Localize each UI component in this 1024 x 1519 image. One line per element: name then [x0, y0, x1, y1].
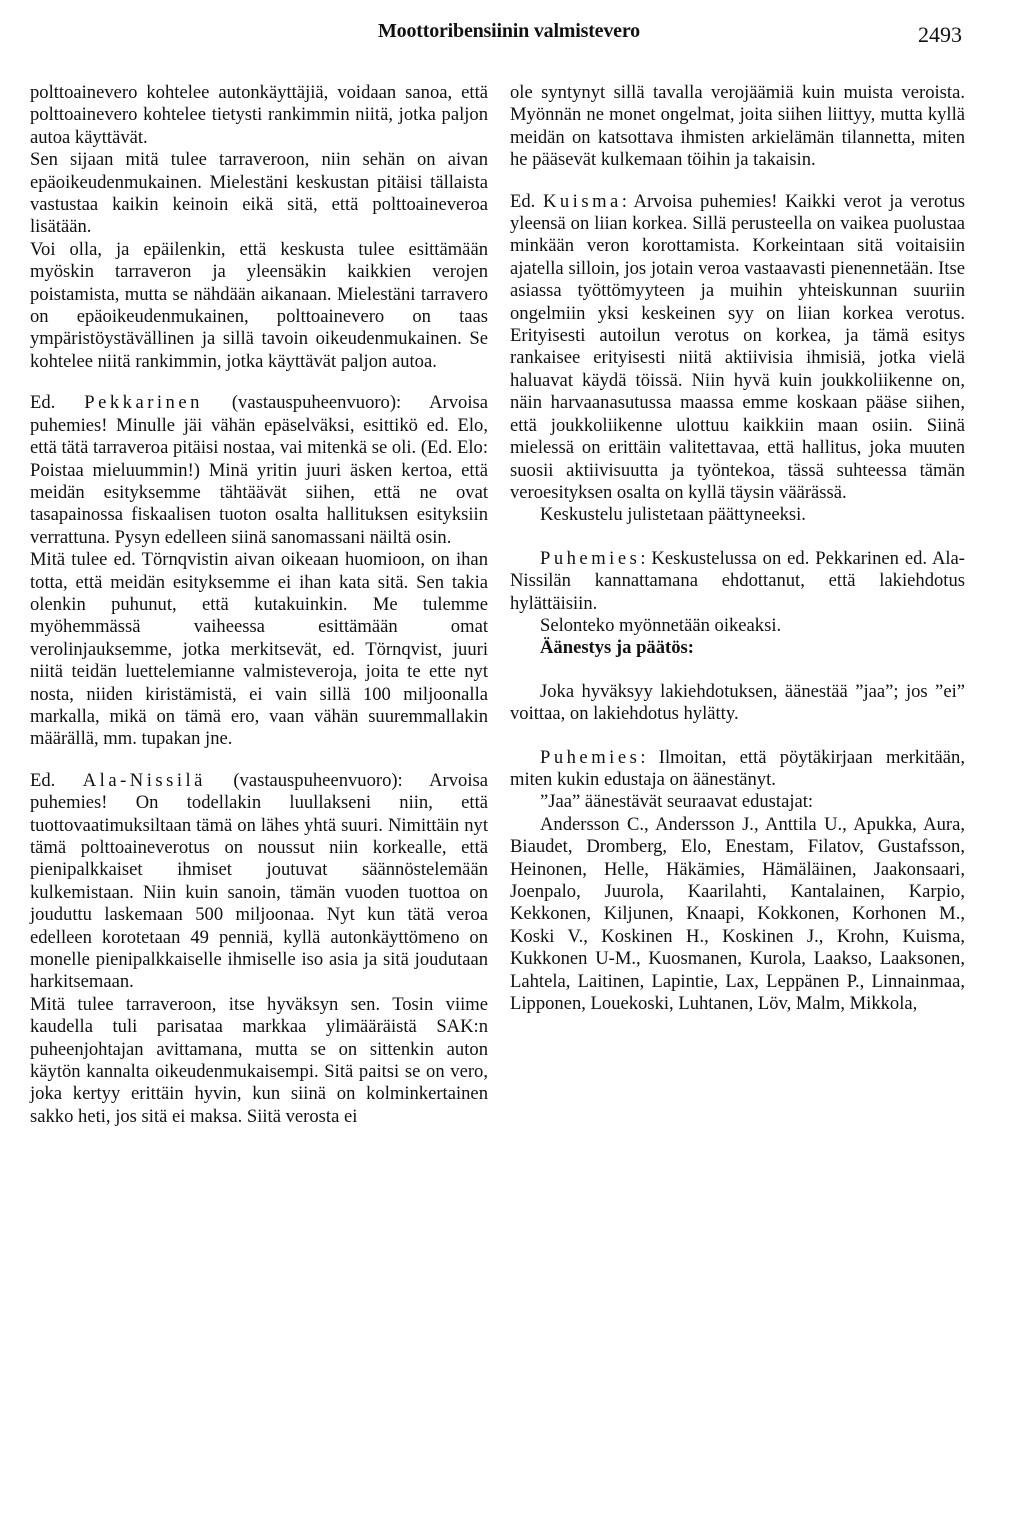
- speech-ala-nissila: [30, 770, 488, 994]
- paragraph: Voi olla, ja epäilenkin, että keskusta tulee esittämään myöskin tarraveron ja yleensäkin kaikkien verojen poistamista, mutta se nähdään aikanaan. Mielestäni tarravero on epäoikeudenmukainen, polttoainevero on taas ympäristöystävällinen ja sillä tavoin oikeudenmukainen. Se kohtelee niitä rankimmin, jotka käyttävät paljon autoa.: [30, 238, 488, 372]
- speaker-name: Puhemies: [540, 746, 641, 768]
- paragraph: polttoainevero kohtelee autonkäyttäjiä, voidaan sanoa, että polttoainevero kohtelee tietysti rankimmin niitä, jotka paljon autoa käyttävät.: [30, 82, 488, 148]
- paragraph: Mitä tulee ed. Törnqvistin aivan oikeaan huomioon, on ihan totta, että meidän esityksemme ei ihan kata sitä. Sen takia olenkin puhunut, että kutakuinkin. Me tulemme myöhemmässä vaiheessa esittämään omat verolinjauksemme, jotka merkitsevät, ed. Törnqvist, juuri niitä teidän luettelemianne valmisteveroja, joita te ette nyt nosta, niiden kiristämistä, ei vain sillä 100 miljoonalla markalla, mikä on tämä ero, vaan vähän suuremmallakin määrällä, mm. tupakan jne.: [30, 549, 488, 750]
- running-title: Moottoribensiinin valmistevero: [378, 20, 640, 42]
- paragraph: Sen sijaan mitä tulee tarraveroon, niin sehän on aivan epäoikeudenmukainen. Mielestäni keskustan pitäisi tällaista vastustaa kaikin keinoin eikä sitä, että polttoaineveroa lisätään.: [30, 149, 488, 238]
- speech-prefix: Ed.: [510, 190, 543, 212]
- speech-prefix: Ed.: [30, 392, 85, 414]
- yes-voters-heading: ”Jaa” äänestävät seuraavat edustajat:: [540, 791, 814, 813]
- speech-prefix: Ed.: [30, 769, 83, 791]
- speech-text: (vastauspuheenvuoro): Arvoisa puhemies! Minulle jäi vähän epäselväksi, esittikö ed. Elo, että tätä tarraveroa pitäisi nostaa, vai mitenkä se oli. (Ed. Elo: Poistaa mieluummin!) Minä yritin juuri äsken kertoa, että meidän esityksemme tähtäävät siihen, että ne ovat tasapainossa fiskaalisen tuoton osalta hallituksen esityksiin verrattuna. Pysyn edelleen siinä sanomassani näiltä osin.: [30, 392, 488, 548]
- speech-puhemies: [510, 548, 965, 615]
- page-header: [0, 20, 1024, 52]
- speaker-name: Pekkarinen: [84, 392, 203, 414]
- yes-voters-list: Andersson C., Andersson J., Anttila U., Apukka, Aura, Biaudet, Dromberg, Elo, Enestam, Filatov, Gustafsson, Heinonen, Helle, Häkämies, Hämäläinen, Jaakonsaari, Joenpalo, Juurola, Kaarilahti, Kantalainen, Karpio, Kekkonen, Kiljunen, Knaapi, Kokkonen, Korhonen M., Koski V., Koskinen H., Koskinen J., Krohn, Kuisma, Kukkonen U-M., Kuosmanen, Kurola, Laakso, Laaksonen, Lahtela, Laitinen, Lapintie, Lax, Leppänen P., Linnainmaa, Lipponen, Louekoski, Luhtanen, Löv, Malm, Mikkola,: [510, 813, 965, 1015]
- speech-text: (vastauspuheenvuoro): Arvoisa puhemies! On todellakin luullakseni niin, että tuottovaatimuksiltaan tämä on lähes yhtä suuri. Nimittäin nyt tämä polttoaineverotus on noussut niin korkealle, että pienipalkkaiset ihmiset joutuvat säännöstelemään kulkemistaan. Niin kuin sanoin, tämän vuoden tuottoa on jouduttu laskemaan 500 miljoonaa. Nyt kun tätä veroa edelleen korotetaan 49 penniä, kyllä autonkäyttömeno on monelle pienipalkkaiselle ihmiselle iso asia ja sitä joudutaan harkitsemaan.: [30, 769, 488, 993]
- paragraph: ole syntynyt sillä tavalla verojäämiä kuin muista veroista. Myönnän ne monet ongelmat, joita siihen liittyy, mutta kyllä meidän on katsottava ihmisten arkielämän tilannetta, miten he pääsevät kulkemaan töihin ja takaisin.: [510, 82, 965, 171]
- paragraph: Mitä tulee tarraveroon, itse hyväksyn sen. Tosin viime kaudella tuli parisataa markkaa ylimääräistä SAK:n puheenjohtajan avittamana, mutta se on sittenkin auton käytön kannalta oikeudenmukaisempi. Sitä paitsi se on vero, joka kertyy erittäin hyvin, kun siinä on kolminkertainen sakko heti, jos sitä ei maksa. Siitä verosta ei: [30, 993, 488, 1127]
- speech-text: : Arvoisa puhemies! Kaikki verot ja verotus yleensä on liian korkea. Sillä perusteella on vaikea puolustaa minkään veron korottamista. Korkeintaan sitä voitaisiin ajatella silloin, jos jotain veroa vastaavasti pienennetään. Itse asiassa työttömyyteen ja muihin yhteiskunnan suuriin ongelmiin yksi keskeinen syy on liian korkea verotus. Erityisesti autoilun verotus on korkea, ja tämä esitys rankaisee erityisesti niitä aktiivisia ihmisiä, jotka vielä haluavat käydä töissä. Niin hyvä kuin joukkoliikenne on, näin harvaanasutussa maassa emme koskaan pääse siihen, että joukkoliikenne ulottuu kaikkiin maan osiin. Siinä mielessä on erittäin valitettavaa, että hallitus, joka muuten suosii aktiivisuutta ja työntekoa, tässä suhteessa tämän veroesityksen osalta on kyllä täysin väärässä.: [510, 190, 965, 503]
- page-number: 2493: [918, 22, 962, 47]
- speech-pekkarinen: [30, 392, 488, 549]
- speech-text: : Keskustelussa on ed. Pekkarinen ed. Ala-Nissilän kannattamana ehdottanut, että lakiehdotus hylättäisiin.: [510, 547, 965, 614]
- speaker-name: Puhemies: [540, 547, 641, 569]
- discussion-closed: Keskustelu julistetaan päättyneeksi.: [540, 504, 806, 526]
- speech-kuisma: [510, 191, 965, 505]
- speaker-name: Kuisma: [542, 190, 622, 212]
- right-column: [510, 82, 965, 1015]
- minutes-approved: Selonteko myönnetään oikeaksi.: [540, 614, 782, 636]
- left-column: [30, 82, 488, 1128]
- section-heading: Äänestys ja päätös:: [540, 637, 694, 659]
- speech-text: : Ilmoitan, että pöytäkirjaan merkitään, miten kukin edustaja on äänestänyt.: [510, 746, 965, 790]
- speaker-name: Ala-Nissilä: [82, 769, 206, 791]
- speech-puhemies-2: [510, 747, 965, 792]
- voting-instruction: Joka hyväksyy lakiehdotuksen, äänestää ”jaa”; jos ”ei” voittaa, on lakiehdotus hylätty.: [510, 680, 965, 725]
